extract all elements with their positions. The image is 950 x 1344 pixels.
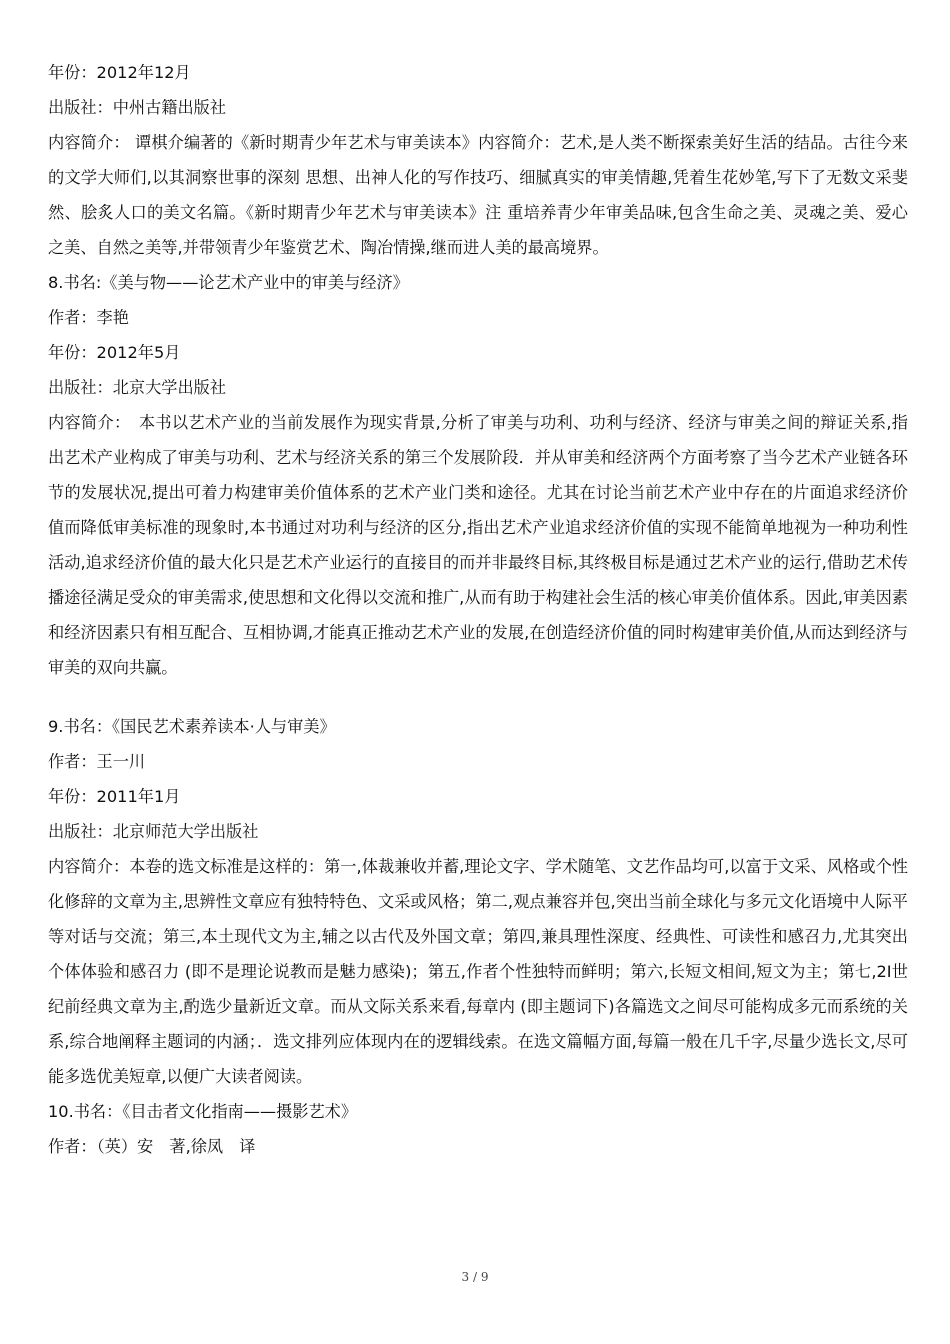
entry8-author: 作者：李艳	[48, 308, 129, 327]
paragraph-gap	[48, 685, 908, 709]
entry9-author: 作者：王一川	[48, 752, 146, 771]
entry9-year: 年份：2011年1月	[48, 787, 181, 806]
entry8-year: 年份：2012年5月	[48, 343, 181, 362]
entry9-title: 9.书名：《国民艺术素养读本·人与审美》	[48, 717, 336, 736]
document-page	[48, 55, 908, 1164]
entry7-summary: 内容简介： 谭棋介编著的《新时期青少年艺术与审美读本》内容简介：艺术,是人类不断探索美好生活的结品。古往今来的文学大师们,以其洞察世事的深刻 思想、出神人化的写作技巧、细腻真实的审美情趣,凭着生花妙笔,写下了无数文采斐然、脍炙人口的美文名篇。《新时期青少年艺术与审美读本》注 重培养青少年审美品味,包含生命之美、灵魂之美、爱心之美、自然之美等,并带领青少年鉴赏艺术、陶冶情操,继而进人美的最高境界。	[48, 133, 908, 257]
entry7-year: 年份：2012年12月	[48, 63, 191, 82]
entry10-author: 作者：（英）安 著,徐凤 译	[48, 1137, 256, 1156]
entry10-title: 10.书名：《目击者文化指南——摄影艺术》	[48, 1102, 358, 1121]
page-number: 3 / 9	[461, 1270, 489, 1284]
entry9-publisher: 出版社：北京师范大学出版社	[48, 822, 259, 841]
entry7-publisher: 出版社：中州古籍出版社	[48, 98, 227, 117]
entry8-title: 8.书名:《美与物——论艺术产业中的审美与经济》	[48, 273, 409, 292]
entry9-summary: 内容简介：本卷的选文标准是这样的：第一,体裁兼收并蓄,理论文字、学术随笔、文艺作品均可,以富于文采、风格或个性化修辞的文章为主,思辨性文章应有独特特色、文采或风格；第二,观点兼容并包,突出当前全球化与多元文化语境中人际平等对话与交流；第三,本土现代文为主,辅之以古代及外国文章；第四,兼具理性深度、经典性、可读性和感召力,尤其突出个体体验和感召力 (即不是理论说教而是魅力感染)；第五,作者个性独特而鲜明；第六,长短文相间,短文为主；第七,2I世纪前经典文章为主,酌选少量新近文章。而从文际关系来看,每章内 (即主题词下)各篇选文之间尽可能构成多元而系统的关系,综合地阐释主题词的内涵；．选文排列应体现内在的逻辑线索。在选文篇幅方面,每篇一般在几千字,尽量少选长文,尽可能多选优美短章,以便广大读者阅读。	[48, 857, 908, 1086]
entry8-summary: 内容简介： 本书以艺术产业的当前发展作为现实背景,分析了审美与功利、功利与经济、经济与审美之间的辩证关系,指出艺术产业构成了审美与功利、艺术与经济关系的第三个发展阶段．并从审美和经济两个方面考察了当今艺术产业链各环节的发展状况,提出可着力构建审美价值体系的艺术产业门类和途径。尤其在讨论当前艺术产业中存在的片面追求经济价值而降低审美标准的现象时,本书通过对功利与经济的区分,指出艺术产业追求经济价值的实现不能简单地视为一种功利性活动,追求经济价值的最大化只是艺术产业运行的直接目的而并非最终目标,其终极目标是通过艺术产业的运行,借助艺术传播途径满足受众的审美需求,使思想和文化得以交流和推广,从而有助于构建社会生活的核心审美价值体系。因此,审美因素和经济因素只有相互配合、互相协调,才能真正推动艺术产业的发展,在创造经济价值的同时构建审美价值,从而达到经济与审美的双向共赢。	[48, 413, 908, 677]
entry8-publisher: 出版社：北京大学出版社	[48, 378, 227, 397]
